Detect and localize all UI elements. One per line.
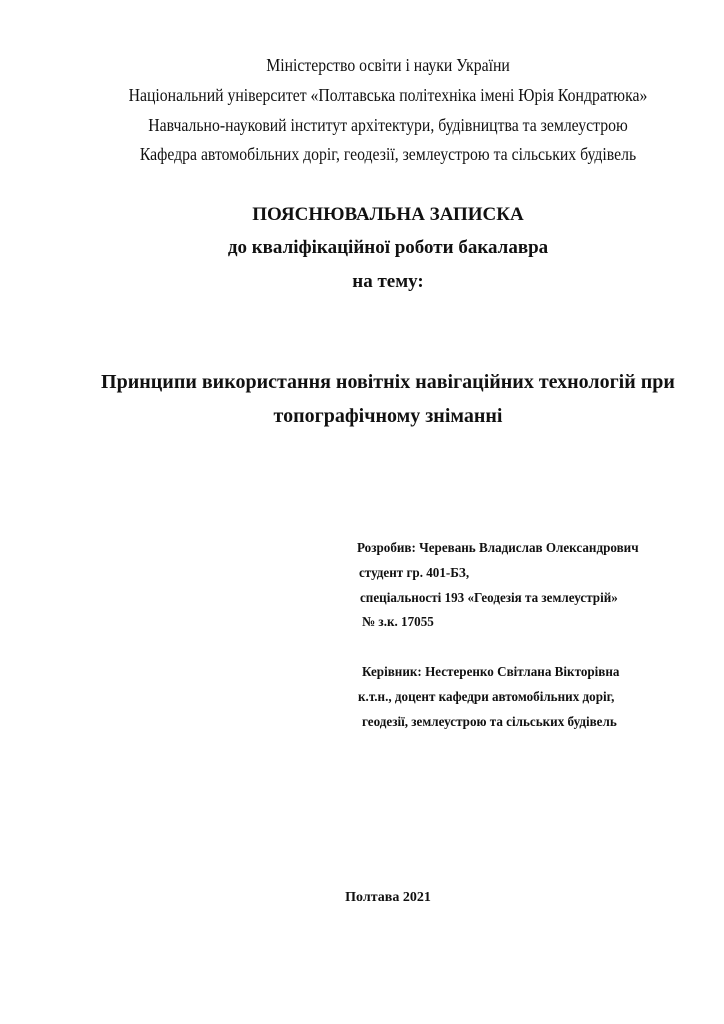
author-name: Розробив: Черевань Владислав Олександрович: [357, 540, 639, 555]
author-group: студент гр. 401-БЗ,: [359, 565, 470, 580]
institute-line: Навчально-науковий інститут архітектури, будівництва та землеустрою: [148, 115, 628, 135]
supervisor-name: Керівник: Нестеренко Світлана Вікторівна: [362, 664, 620, 679]
document-subheading: до кваліфікаційної роботи бакалавра: [227, 237, 549, 258]
author-record-book: № з.к. 17055: [362, 614, 434, 629]
supervisor-position: к.т.н., доцент кафедри автомобільних доріг,: [358, 689, 615, 704]
author-specialty: спеціальності 193 «Геодезія та землеустрій»: [360, 590, 618, 605]
city-year: Полтава 2021: [345, 890, 431, 905]
topic-line-1: Принципи використання новітніх навігаційних технологій при: [101, 371, 675, 393]
department-line: Кафедра автомобільних доріг, геодезії, землеустрою та сільських будівель: [139, 144, 637, 164]
topic-label: на тему:: [352, 271, 424, 292]
topic-line-2: топографічному зніманні: [273, 405, 503, 427]
university-line: Національний університет «Полтавська політехніка імені Юрія Кондратюка»: [128, 85, 648, 105]
document-heading: ПОЯСНЮВАЛЬНА ЗАПИСКА: [252, 204, 524, 225]
supervisor-department: геодезії, землеустрою та сільських будівель: [362, 714, 617, 729]
ministry-line: Міністерство освіти і науки України: [266, 55, 510, 75]
